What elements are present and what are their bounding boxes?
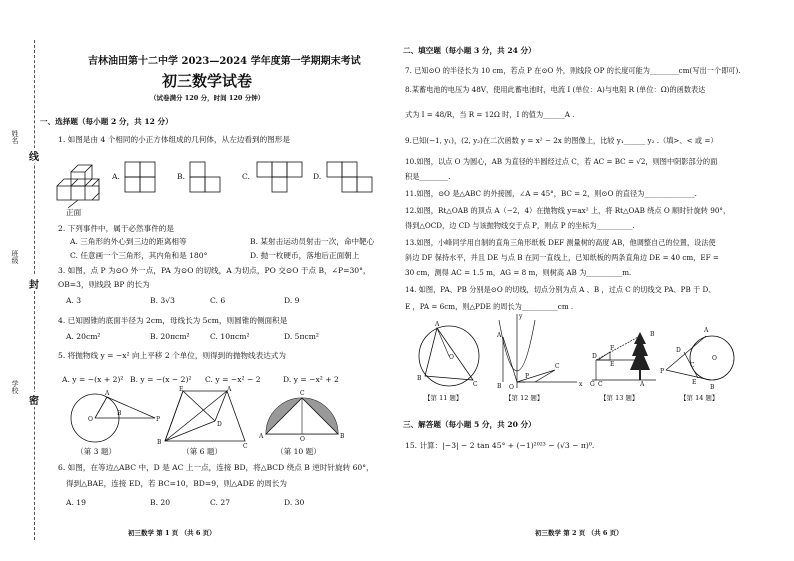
q2-text: 2. 下列事件中，属于必然事件的是: [58, 224, 174, 233]
svg-text:A: A: [227, 386, 232, 393]
svg-text:E: E: [610, 361, 615, 368]
q3-text-2: OB=3，则线段 BP 的长为: [58, 280, 150, 289]
q1-front-label: 正面: [66, 208, 82, 217]
svg-text:C: C: [598, 381, 603, 388]
exam-subtitle: 初三数学试卷: [162, 72, 253, 90]
q3-text-1: 3. 如图，点 P 为⊙O 外一点，PA 为⊙O 的切线，A 为切点，PO 交⊙O 于点 B，∠P=30°，: [58, 266, 371, 275]
q1-option-a-shape: [125, 160, 165, 196]
figure-3-caption: （第 3 题）: [76, 447, 117, 456]
q4-option-a[interactable]: A. 20cm²: [66, 332, 101, 341]
class-label: 班级: [11, 250, 19, 264]
svg-text:C: C: [555, 363, 560, 370]
svg-text:C: C: [690, 362, 695, 369]
page-1-footer: 初三数学 第 1 页 （共 6 页）: [128, 529, 216, 537]
svg-text:P: P: [660, 368, 665, 375]
page-2-footer: 初三数学 第 2 页 （共 6 页）: [535, 529, 623, 537]
svg-text:B: B: [650, 331, 655, 338]
name-label: 姓名: [11, 130, 19, 144]
q15-text: 15. 计算：|−3| − 2 tan 45° + (−1)²⁰²³ − (√3 − π)⁰.: [405, 441, 595, 450]
section-2-heading: 二、填空题（每小题 3 分，共 24 分）: [403, 46, 536, 55]
svg-text:A: A: [105, 390, 110, 397]
school-label: 学校: [11, 380, 19, 394]
svg-text:E: E: [179, 386, 184, 393]
q5-option-c[interactable]: C. y = −x² − 2: [205, 375, 261, 384]
svg-text:P: P: [525, 373, 530, 380]
svg-text:P: P: [156, 416, 161, 423]
q14-text-2: E ，PA = 6cm，则△PDE 的周长为__________cm .: [405, 302, 574, 311]
q1-option-b-shape: [190, 160, 230, 196]
q13-text-1: 13.如图，小峰同学用自制的直角三角形纸板 DEF 测量树的高度 AB，他调整自己的位置，设法使: [405, 238, 716, 247]
q1-option-d[interactable]: D.: [313, 172, 322, 181]
svg-text:A: A: [435, 321, 440, 328]
q14-text-1: 14. 如图，PA、PB 分别是⊙O 的切线，切点分别为点 A 、B ，过点 C 的切线交 PA、PB 于 D、: [405, 285, 716, 294]
svg-text:B: B: [340, 433, 345, 440]
q2-option-c[interactable]: C. 任意画一个三角形，其内角和是 180°: [70, 251, 208, 260]
q3-option-b[interactable]: B. 3√3: [150, 296, 175, 305]
q10-text-2: 积是________.: [405, 172, 451, 181]
q5-option-d[interactable]: D. y = −x² + 2: [283, 375, 339, 384]
svg-text:C: C: [300, 390, 305, 397]
svg-text:F: F: [610, 345, 615, 352]
svg-text:x: x: [579, 381, 583, 388]
figure-14: [660, 322, 744, 391]
q6-option-a[interactable]: A. 19: [66, 498, 86, 507]
exam-title: 吉林油田第十二中学 2023—2024 学年度第一学期期末考试: [88, 56, 361, 67]
q3-option-d[interactable]: D. 9: [284, 296, 300, 305]
seal-mark-secret: 密: [29, 392, 39, 407]
figure-10-caption: （第 10 题）: [276, 447, 321, 456]
svg-text:y: y: [519, 313, 523, 320]
q10-text-1: 10.如图，以点 O 为圆心，AB 为直径的半圆经过点 C，若 AC = BC = √2，则图中阴影部分的面: [405, 157, 718, 166]
q2-option-b[interactable]: B. 某射击运动员射击一次，命中靶心: [250, 237, 375, 246]
figure-14-caption: 【第 14 题】: [680, 394, 719, 402]
exam-info: （试卷满分 120 分，时间 120 分钟）: [150, 94, 265, 102]
figure-13: [590, 330, 660, 388]
q13-text-3: 30 cm，测得 AC = 1.5 m，AG = 8 m，则树高 AB 为__________m.: [405, 268, 632, 277]
svg-text:B: B: [417, 375, 422, 382]
q7-text: 7. 已知⊙O 的半径长为 10 cm，若点 P 在⊙O 外，则线段 OP 的长度可能为________cm(写出一个即可).: [405, 66, 741, 75]
q11-text: 11.如图，⊙O 是△ABC 的外接圆，∠A = 45°，BC = 2，则⊙O 的直径为______________.: [405, 189, 697, 198]
q4-option-d[interactable]: D. 5πcm²: [284, 332, 319, 341]
q5-option-b[interactable]: B. y = −(x − 2)²: [130, 375, 192, 384]
seal-mark-line: 线: [29, 148, 39, 163]
q2-option-d[interactable]: D. 抛一枚硬币，落地后正面朝上: [250, 251, 360, 260]
figure-6: [155, 386, 250, 448]
q6-text-1: 6. 如图，在等边△ABC 中，D 是 AC 上一点，连接 BD，将△BCD 绕点 B 逆时针旋转 60°，: [58, 463, 374, 472]
seal-mark-seal: 封: [29, 276, 39, 291]
svg-text:O: O: [509, 384, 514, 391]
svg-text:D: D: [592, 353, 597, 360]
q1-option-d-shape: [327, 160, 373, 196]
svg-text:A: A: [259, 433, 264, 440]
q4-option-c[interactable]: C. 10πcm²: [210, 332, 250, 341]
q6-option-d[interactable]: D. 30: [284, 498, 305, 507]
svg-text:A: A: [497, 332, 502, 339]
svg-text:O: O: [88, 416, 93, 423]
svg-text:D: D: [676, 347, 681, 354]
q3-option-a[interactable]: A. 3: [66, 296, 82, 305]
q6-text-2: 得到△BAE，连接 ED，若 BC=10，BD=9，则△ADE 的周长为: [66, 479, 288, 488]
svg-text:B: B: [710, 384, 715, 391]
q1-option-b[interactable]: B.: [177, 172, 185, 181]
q8-text-2: 式为 I = 48/R，当 R = 12Ω 时，I 的值为______A .: [405, 110, 575, 119]
q1-option-c[interactable]: C.: [242, 172, 250, 181]
svg-text:O: O: [449, 354, 454, 361]
svg-text:B: B: [157, 439, 162, 446]
svg-text:B: B: [497, 383, 502, 390]
q12-text-1: 12.如图，Rt△OAB 的顶点 A（−2，4）在抛物线 y=ax² 上，将 Rt△OAB 绕点 O 顺时针旋转 90°，: [405, 206, 731, 215]
q4-option-b[interactable]: B. 20πcm²: [150, 332, 190, 341]
figure-12-caption: 【第 12 题】: [505, 394, 544, 402]
q5-text: 5. 将抛物线 y = −x² 向上平移 2 个单位，则得到的抛物线表达式为: [58, 351, 286, 360]
figure-3: [55, 388, 165, 446]
figure-12: [495, 312, 585, 390]
q1-option-c-shape: [257, 160, 303, 196]
q13-text-2: 斜边 DF 保持水平，并且 DE 与点 B 在同一直线上，已知纸板的两条直角边 DE = 40 cm，EF =: [405, 253, 719, 262]
figure-6-caption: （第 6 题）: [182, 447, 223, 456]
figure-10: [258, 386, 348, 441]
svg-text:A: A: [704, 327, 709, 334]
q4-text: 4. 已知圆锥的底面半径为 2cm，母线长为 5cm，则圆锥的侧面积是: [58, 316, 288, 325]
q8-text-1: 8.某蓄电池的电压为 48V，使用此蓄电池时，电流 I (单位：A)与电阻 R (单位：Ω)的函数表达: [405, 85, 706, 94]
svg-text:C: C: [243, 443, 248, 450]
q3-option-c[interactable]: C. 6: [210, 296, 226, 305]
q5-option-a[interactable]: A. y = −(x + 2)²: [62, 375, 124, 384]
q2-option-a[interactable]: A. 三角形的外心到三边的距离相等: [70, 237, 187, 246]
q12-text-2: 得到△OCD，边 CD 与该抛物线交于点 P，则点 P 的坐标为__________.: [405, 221, 635, 230]
figure-11: [415, 320, 485, 390]
q6-option-c[interactable]: C. 27: [210, 498, 231, 507]
svg-text:E: E: [692, 379, 697, 386]
svg-text:G: G: [590, 381, 595, 388]
svg-text:C: C: [473, 381, 478, 388]
section-3-heading: 三、解答题（每小题 5 分，共 20 分）: [403, 420, 536, 429]
svg-text:O: O: [300, 436, 305, 443]
binding-strip: [0, 0, 40, 561]
figure-11-caption: 【第 11 题】: [424, 394, 463, 402]
svg-text:B: B: [117, 410, 122, 417]
q9-text: 9.已知(−1, y₁)，(2, y₂)在二次函数 y = x² − 2x 的图像上，比较 y₁______ y₂ .（填>、< 或 =）: [405, 136, 718, 145]
svg-text:O: O: [712, 355, 717, 362]
q1-cube-figure: [55, 152, 115, 214]
svg-text:D: D: [217, 421, 222, 428]
section-1-heading: 一、选择题（每小题 2 分，共 12 分）: [40, 117, 173, 126]
svg-text:A: A: [640, 381, 645, 388]
figure-13-caption: 【第 13 题】: [600, 394, 639, 402]
q1-option-a[interactable]: A.: [112, 172, 120, 181]
q6-option-b[interactable]: B. 20: [150, 498, 171, 507]
q1-text: 1. 如图是由 4 个相同的小正方体组成的几何体，从左边看到的图形是: [58, 135, 290, 144]
